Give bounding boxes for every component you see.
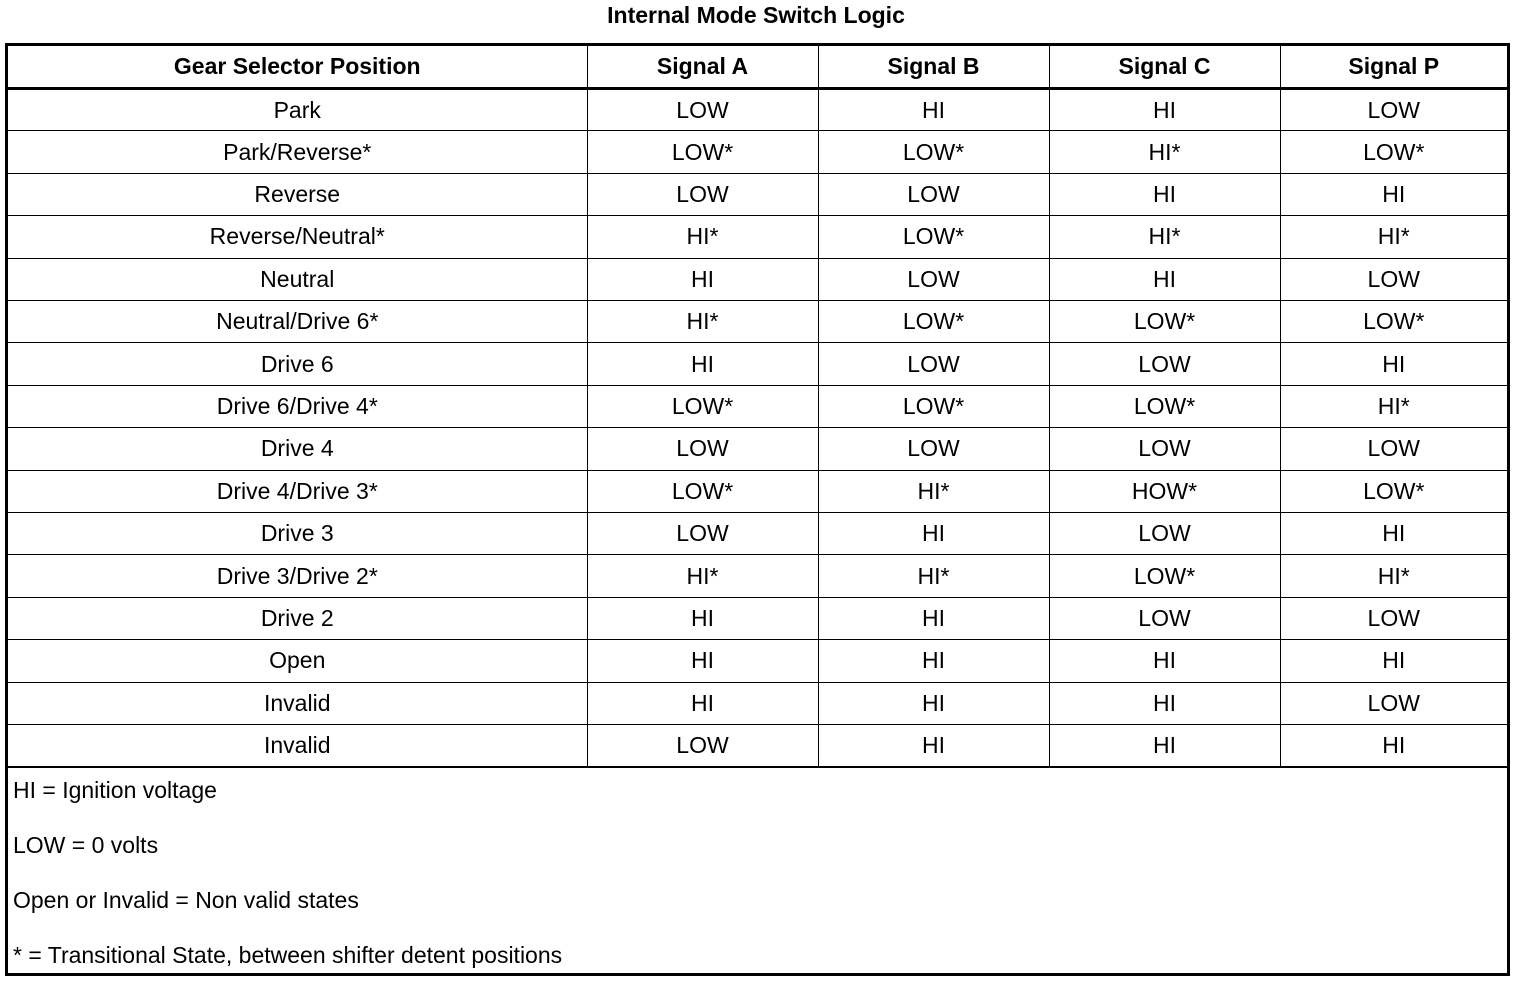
gear-position-cell: Reverse/Neutral* [8, 216, 587, 258]
signal-a-cell: LOW [587, 89, 818, 131]
signal-a-cell: LOW [587, 173, 818, 215]
legend-invalid-states: Open or Invalid = Non valid states [13, 887, 359, 914]
signal-c-cell: HI [1049, 258, 1280, 300]
gear-position-cell: Drive 3/Drive 2* [8, 555, 587, 597]
table-row [8, 301, 1507, 343]
table-row [8, 89, 1507, 131]
table-row [8, 173, 1507, 215]
signal-p-cell: HI [1280, 640, 1507, 682]
legend-hi: HI = Ignition voltage [13, 777, 217, 804]
signal-a-cell: HI* [587, 216, 818, 258]
signal-a-cell: LOW* [587, 131, 818, 173]
table-row [8, 428, 1507, 470]
signal-a-cell: HI [587, 682, 818, 724]
signal-b-cell: HI [818, 513, 1049, 555]
legend-low: LOW = 0 volts [13, 832, 159, 859]
signal-b-cell: HI [818, 597, 1049, 639]
gear-position-cell: Neutral [8, 258, 587, 300]
signal-c-cell: LOW* [1049, 301, 1280, 343]
signal-p-cell: LOW [1280, 597, 1507, 639]
gear-position-cell: Invalid [8, 724, 587, 766]
table-row [8, 682, 1507, 724]
signal-c-cell: LOW [1049, 513, 1280, 555]
legend [8, 767, 1507, 996]
table-row [8, 513, 1507, 555]
signal-a-cell: LOW* [587, 470, 818, 512]
table-header-row [8, 46, 1507, 89]
gear-position-cell: Drive 3 [8, 513, 587, 555]
gear-position-cell: Reverse [8, 173, 587, 215]
signal-c-cell: HI* [1049, 216, 1280, 258]
signal-a-cell: HI [587, 258, 818, 300]
signal-a-cell: HI* [587, 301, 818, 343]
table-row [8, 724, 1507, 766]
gear-position-cell: Drive 4/Drive 3* [8, 470, 587, 512]
table-row [8, 597, 1507, 639]
signal-b-cell: LOW [818, 343, 1049, 385]
gear-position-cell: Drive 4 [8, 428, 587, 470]
signal-p-cell: LOW [1280, 428, 1507, 470]
signal-c-cell: HI [1049, 89, 1280, 131]
signal-a-cell: LOW [587, 428, 818, 470]
signal-p-cell: HI [1280, 724, 1507, 766]
gear-position-cell: Park [8, 89, 587, 131]
table-row [8, 385, 1507, 427]
signal-c-cell: LOW [1049, 597, 1280, 639]
signal-b-cell: LOW* [818, 385, 1049, 427]
signal-p-cell: HI [1280, 173, 1507, 215]
page-title: Internal Mode Switch Logic [607, 2, 905, 28]
legend-transitional-state: * = Transitional State, between shifter detent positions [13, 942, 563, 969]
signal-a-cell: LOW* [587, 385, 818, 427]
gear-position-cell: Drive 6 [8, 343, 587, 385]
signal-a-cell: HI [587, 343, 818, 385]
signal-p-cell: LOW [1280, 682, 1507, 724]
signal-b-cell: LOW [818, 258, 1049, 300]
signal-c-cell: HI [1049, 682, 1280, 724]
signal-b-cell: HI [818, 640, 1049, 682]
signal-a-cell: HI [587, 640, 818, 682]
signal-b-cell: HI* [818, 470, 1049, 512]
column-header-signal-a: Signal A [587, 46, 818, 89]
signal-a-cell: LOW [587, 724, 818, 766]
signal-b-cell: LOW [818, 173, 1049, 215]
table-row [8, 640, 1507, 682]
signal-c-cell: LOW [1049, 428, 1280, 470]
signal-c-cell: LOW [1049, 343, 1280, 385]
signal-a-cell: LOW [587, 513, 818, 555]
column-header-signal-c: Signal C [1049, 46, 1280, 89]
signal-c-cell: HI* [1049, 131, 1280, 173]
signal-c-cell: LOW* [1049, 555, 1280, 597]
signal-p-cell: LOW [1280, 89, 1507, 131]
signal-c-cell: HOW* [1049, 470, 1280, 512]
column-header-signal-p: Signal P [1280, 46, 1507, 89]
gear-position-cell: Drive 6/Drive 4* [8, 385, 587, 427]
signal-p-cell: HI [1280, 343, 1507, 385]
signal-p-cell: HI* [1280, 216, 1507, 258]
table-row [8, 258, 1507, 300]
signal-b-cell: LOW* [818, 216, 1049, 258]
table-row [8, 470, 1507, 512]
column-header-signal-b: Signal B [818, 46, 1049, 89]
table-row [8, 555, 1507, 597]
gear-position-cell: Drive 2 [8, 597, 587, 639]
signal-c-cell: LOW* [1049, 385, 1280, 427]
mode-switch-logic-table [8, 46, 1507, 767]
gear-position-cell: Open [8, 640, 587, 682]
signal-c-cell: HI [1049, 640, 1280, 682]
signal-p-cell: LOW* [1280, 301, 1507, 343]
gear-position-cell: Invalid [8, 682, 587, 724]
signal-c-cell: HI [1049, 173, 1280, 215]
signal-p-cell: HI* [1280, 555, 1507, 597]
table-row [8, 216, 1507, 258]
signal-c-cell: HI [1049, 724, 1280, 766]
signal-b-cell: HI* [818, 555, 1049, 597]
gear-position-cell: Neutral/Drive 6* [8, 301, 587, 343]
signal-p-cell: LOW [1280, 258, 1507, 300]
signal-p-cell: HI [1280, 513, 1507, 555]
column-header-gear-selector-position: Gear Selector Position [8, 46, 587, 89]
table-row [8, 343, 1507, 385]
signal-p-cell: LOW* [1280, 470, 1507, 512]
table-row [8, 131, 1507, 173]
signal-a-cell: HI* [587, 555, 818, 597]
signal-b-cell: LOW* [818, 131, 1049, 173]
signal-p-cell: LOW* [1280, 131, 1507, 173]
signal-p-cell: HI* [1280, 385, 1507, 427]
signal-b-cell: HI [818, 724, 1049, 766]
signal-a-cell: HI [587, 597, 818, 639]
signal-b-cell: LOW* [818, 301, 1049, 343]
table-body [8, 89, 1507, 767]
signal-b-cell: HI [818, 89, 1049, 131]
logic-table-frame [5, 43, 1510, 976]
signal-b-cell: LOW [818, 428, 1049, 470]
gear-position-cell: Park/Reverse* [8, 131, 587, 173]
signal-b-cell: HI [818, 682, 1049, 724]
